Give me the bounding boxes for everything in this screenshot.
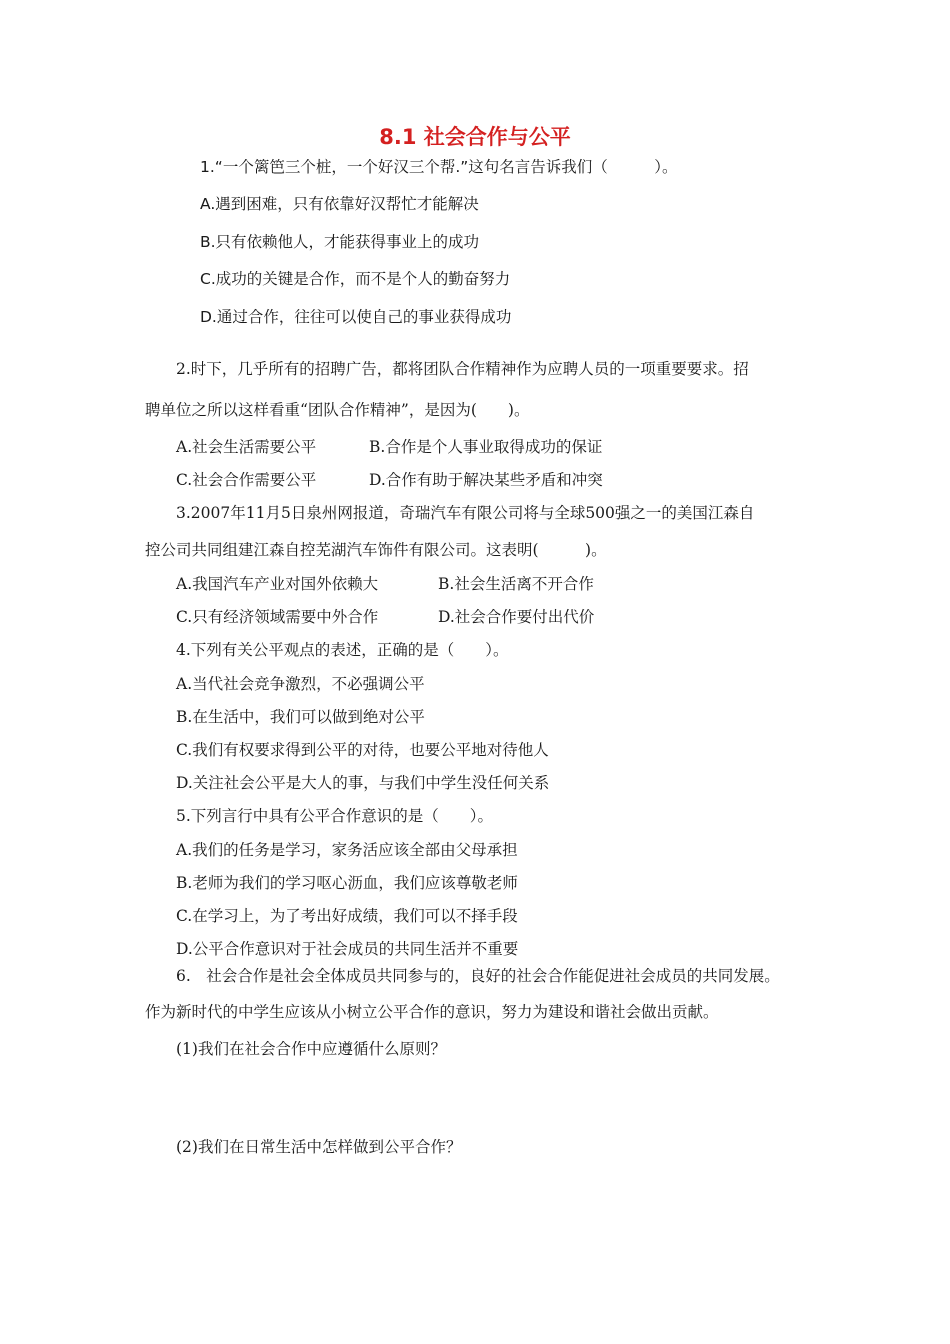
question-1-option-c: C.成功的关键是合作，而不是个人的勤奋努力 xyxy=(200,270,511,288)
question-6-sub-question-1: (1)我们在社会合作中应遵循什么原则？ xyxy=(176,1040,446,1058)
question-2-option-c: C.社会合作需要公平 xyxy=(176,471,317,489)
page-title: 8.1 社会合作与公平 xyxy=(379,125,571,149)
question-6-sub-question-2: (2)我们在日常生活中怎样做到公平合作？ xyxy=(176,1138,462,1156)
question-1-option-b: B.只有依赖他人，才能获得事业上的成功 xyxy=(200,233,480,251)
question-1-option-d: D.通过合作，往往可以使自己的事业获得成功 xyxy=(200,308,512,326)
question-5-option-d: D.公平合作意识对于社会成员的共同生活并不重要 xyxy=(176,940,519,958)
question-4-option-b: B.在生活中，我们可以做到绝对公平 xyxy=(176,708,425,726)
question-3-option-d: D.社会合作要付出代价 xyxy=(438,608,595,626)
question-4-option-c: C.我们有权要求得到公平的对待，也要公平地对待他人 xyxy=(176,741,549,759)
question-3-stem-line-1: 3.2007年11月5日泉州网报道，奇瑞汽车有限公司将与全球500强之一的美国江森自 xyxy=(176,504,755,522)
question-1-option-a: A.遇到困难，只有依靠好汉帮忙才能解决 xyxy=(200,195,479,213)
question-6-stem-line-1: 6. 社会合作是社会全体成员共同参与的，良好的社会合作能促进社会成员的共同发展。 xyxy=(176,967,780,985)
question-6-stem-line-2: 作为新时代的中学生应该从小树立公平合作的意识，努力为建设和谐社会做出贡献。 xyxy=(145,1003,719,1021)
question-2-option-d: D.合作有助于解决某些矛盾和冲突 xyxy=(369,471,603,489)
question-3-stem-line-2: 控公司共同组建江森自控芜湖汽车饰件有限公司。这表明( )。 xyxy=(145,541,607,559)
question-5-option-b: B.老师为我们的学习呕心沥血，我们应该尊敬老师 xyxy=(176,874,518,892)
question-2-option-a: A.社会生活需要公平 xyxy=(176,438,317,456)
question-2-stem-line-1: 2.时下，几乎所有的招聘广告，都将团队合作精神作为应聘人员的一项重要要求。招 xyxy=(176,360,749,378)
question-4-option-a: A.当代社会竞争激烈，不必强调公平 xyxy=(176,675,425,693)
question-2-option-b: B.合作是个人事业取得成功的保证 xyxy=(369,438,603,456)
question-3-option-b: B.社会生活离不开合作 xyxy=(438,575,594,593)
question-3-option-c: C.只有经济领域需要中外合作 xyxy=(176,608,379,626)
question-5-option-c: C.在学习上，为了考出好成绩，我们可以不择手段 xyxy=(176,907,518,925)
question-1-stem: 1.“一个篱笆三个桩，一个好汉三个帮.”这句名言告诉我们（ ）。 xyxy=(200,158,678,176)
question-2-stem-line-2: 聘单位之所以这样看重“团队合作精神”，是因为( )。 xyxy=(145,401,530,419)
question-4-option-d: D.关注社会公平是大人的事，与我们中学生没任何关系 xyxy=(176,774,550,792)
question-5-option-a: A.我们的任务是学习，家务活应该全部由父母承担 xyxy=(176,841,518,859)
question-4-stem: 4.下列有关公平观点的表述，正确的是（ ）。 xyxy=(176,641,509,659)
question-3-option-a: A.我国汽车产业对国外依赖大 xyxy=(176,575,379,593)
question-5-stem: 5.下列言行中具有公平合作意识的是（ ）。 xyxy=(176,807,494,825)
